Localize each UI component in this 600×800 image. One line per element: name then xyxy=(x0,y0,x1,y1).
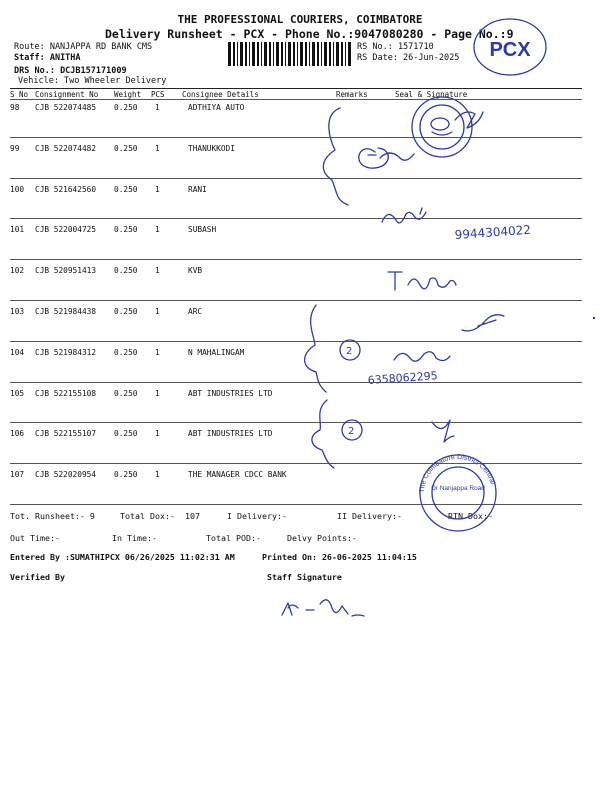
row-sno: 105 xyxy=(10,388,25,398)
row-pcs: 1 xyxy=(155,266,160,276)
circle-mark-3-text: 2 xyxy=(348,426,355,437)
row-consignee: KVB xyxy=(188,266,203,276)
row-weight: 0.250 xyxy=(114,184,138,194)
row-sno: 102 xyxy=(10,266,25,276)
staff-label: Staff: xyxy=(14,53,50,63)
row-pcs: 1 xyxy=(155,347,160,357)
company-title: THE PROFESSIONAL COURIERS, COIMBATORE xyxy=(177,13,423,26)
row-consignment-no: CJB 521984438 xyxy=(35,307,97,316)
col-consignee: Consignee Details xyxy=(182,90,259,99)
row-consignee: ABT INDUSTRIES LTD xyxy=(188,429,273,439)
pcx-stamp-text: PCX xyxy=(489,39,531,61)
row-pcs: 1 xyxy=(155,103,160,112)
route-label: Route: NANJAPPA RD BANK CMS xyxy=(14,42,153,52)
row-pcs: 1 xyxy=(155,470,160,480)
row-consignment-no: CJB 522074485 xyxy=(35,103,97,112)
row-weight: 0.250 xyxy=(114,388,138,398)
row-consignment-no: CJB 522020954 xyxy=(35,470,97,480)
signature-row-106 xyxy=(432,420,454,442)
drs-number: DCJB157171009 xyxy=(60,66,127,76)
col-pcs: PCS xyxy=(151,90,165,99)
signature-row-102 xyxy=(388,272,456,290)
drs-label: DRS No.: xyxy=(14,66,61,76)
row-consignment-no: CJB 522004725 xyxy=(35,225,97,235)
staff-signature-mark xyxy=(282,600,364,616)
row-pcs: 1 xyxy=(155,429,160,439)
row-sno: 104 xyxy=(10,347,25,357)
row-weight: 0.250 xyxy=(114,347,138,357)
circle-mark-2-text: 2 xyxy=(346,346,353,357)
row-sno: 101 xyxy=(10,225,25,235)
row-weight: 0.250 xyxy=(114,225,138,235)
row-consignment-no: CJB 521642560 xyxy=(35,184,97,194)
row-consignment-no: CJB 522074482 xyxy=(35,143,97,153)
bank-seal-branch: Dr Nanjappa Road xyxy=(431,485,485,492)
total-dox-label: Total Dox:- xyxy=(120,511,175,521)
row-consignee: ARC xyxy=(188,307,203,316)
brace-bottom xyxy=(312,400,334,468)
staff-name: ANITHA xyxy=(49,53,81,63)
brace-middle xyxy=(305,305,326,392)
row-consignment-no: CJB 521984312 xyxy=(35,347,97,357)
col-consignment: Consignment No xyxy=(35,90,99,99)
bank-seal-text: The Coimbatore District Central xyxy=(418,453,496,494)
row-pcs: 1 xyxy=(155,388,160,398)
row-sno: 106 xyxy=(10,429,25,439)
row-weight: 0.250 xyxy=(114,143,138,153)
row-sno: 103 xyxy=(10,307,25,316)
i-delivery: I Delivery:- xyxy=(227,511,287,521)
entered-by: Entered By :SUMATHIPCX 06/26/2025 11:02:31 AM xyxy=(10,552,235,562)
printed-on: Printed On: 26-06-2025 11:04:15 xyxy=(262,552,417,562)
row-pcs: 1 xyxy=(155,184,160,194)
row-sno: 100 xyxy=(10,184,25,194)
col-remarks: Remarks xyxy=(336,90,368,99)
row-consignee: RANI xyxy=(188,184,207,194)
row-consignee: THANUKKODI xyxy=(188,143,235,153)
row-consignee: ABT INDUSTRIES LTD xyxy=(188,388,273,398)
staff-signature-label: Staff Signature xyxy=(267,572,342,582)
col-seal-signature: Seal & Signature xyxy=(395,90,468,99)
rtn-dox: RTN Dox:- xyxy=(448,511,493,521)
in-time: In Time:- xyxy=(112,533,157,543)
row-sno: 99 xyxy=(10,143,20,153)
delvy-points: Delvy Points:- xyxy=(287,533,357,543)
row-pcs: 1 xyxy=(155,225,160,235)
row-consignee: ADTHIYA AUTO xyxy=(188,103,245,112)
handwritten-phone-2: 6358062295 xyxy=(367,369,439,387)
rs-number: RS No.: 1571710 xyxy=(357,42,434,52)
signature-row-104 xyxy=(394,352,450,361)
row-weight: 0.250 xyxy=(114,103,138,112)
row-pcs: 1 xyxy=(155,307,160,316)
row-pcs: 1 xyxy=(155,143,160,153)
row-consignment-no: CJB 520951413 xyxy=(35,266,97,276)
handwritten-phone: 9944304022 xyxy=(454,222,532,242)
verified-by: Verified By xyxy=(10,572,65,582)
total-dox-value: 107 xyxy=(184,511,200,521)
signature-row-103 xyxy=(462,315,504,331)
brace-top xyxy=(323,108,348,205)
vehicle-label: Vehicle: Two Wheeler Delivery xyxy=(18,76,167,86)
row-consignee: SUBASH xyxy=(188,225,217,235)
out-time: Out Time:- xyxy=(10,533,60,543)
signature-row-99 xyxy=(380,112,483,160)
row-consignment-no: CJB 522155108 xyxy=(35,388,97,398)
row-consignee: N MAHALINGAM xyxy=(188,347,245,357)
tot-runsheet: Tot. Runsheet:- 9 xyxy=(10,511,95,521)
row-weight: 0.250 xyxy=(114,307,138,316)
signature-row-101 xyxy=(382,208,426,223)
row-consignee: THE MANAGER CDCC BANK xyxy=(188,470,287,480)
circle-mark-1 xyxy=(359,148,388,168)
ink-dot xyxy=(593,317,595,319)
col-sno: S No xyxy=(10,90,29,99)
row-weight: 0.250 xyxy=(114,429,138,439)
col-weight: Weight xyxy=(114,90,142,99)
total-pod: Total POD:- xyxy=(206,533,261,543)
ii-delivery: II Delivery:- xyxy=(337,511,402,521)
row-sno: 98 xyxy=(10,103,20,112)
runsheet-subtitle: Delivery Runsheet - PCX - Phone No.:9047080280 - Page No.:9 xyxy=(105,27,514,41)
row-sno: 107 xyxy=(10,470,25,480)
rs-date: RS Date: 26-Jun-2025 xyxy=(357,53,460,63)
row-consignment-no: CJB 522155107 xyxy=(35,429,97,439)
row-weight: 0.250 xyxy=(114,266,138,276)
row-weight: 0.250 xyxy=(114,470,138,480)
